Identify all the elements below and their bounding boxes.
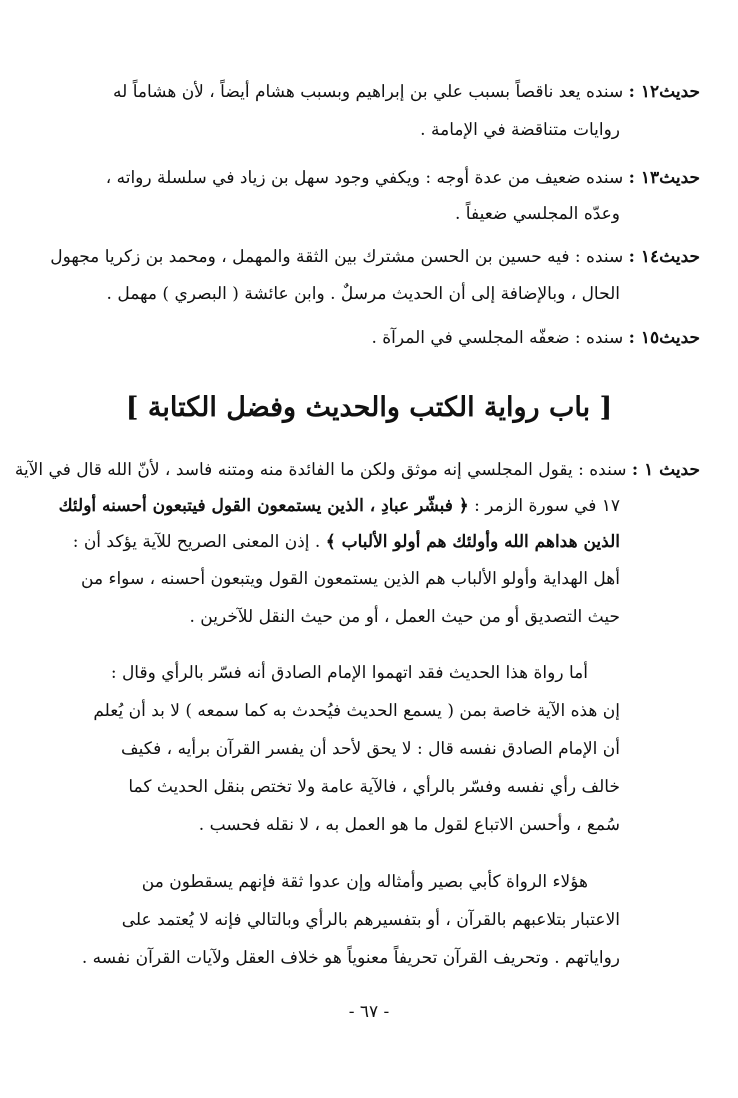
paragraph-3-line-1: هؤلاء الرواة كأبي بصير وأمثاله وإن عدوا ثقة فإنهم يسقطون من <box>141 872 588 892</box>
hadith-1-text-1: سنده : يقول المجلسي إنه موثق ولكن ما الفائدة منه ومتنه فاسد ، لأنّ الله قال في الآية <box>14 460 627 480</box>
hadith-12-label: حديث١٢ : <box>628 82 700 102</box>
hadith-15-label: حديث١٥ : <box>628 328 700 348</box>
hadith-13-line-1 <box>40 165 700 191</box>
hadith-1-line-2 <box>30 493 620 519</box>
paragraph-2-line-3: أن الإمام الصادق نفسه قال : لا يحق لأحد أن يفسر القرآن برأيه ، فكيف <box>121 739 620 759</box>
hadith-13-text-1: سنده ضعيف من عدة أوجه : ويكفي وجود سهل بن زياد في سلسلة رواته ، <box>105 168 624 188</box>
paragraph-2-line-5: سُمع ، وأحسن الاتباع لقول ما هو العمل به ، لا نقله فحسب . <box>198 815 620 835</box>
hadith-13-line-2: وعدّه المجلسي ضعيفاً . <box>454 204 620 224</box>
hadith-12-line-2: روايات متناقضة في الإمامة . <box>420 120 620 140</box>
paragraph-3-line-2: الاعتبار بتلاعبهم بالقرآن ، أو بتفسيرهم بالرأي وبالتالي فإنه لا يُعتمد على <box>121 910 620 930</box>
hadith-14-line-2: الحال ، وبالإضافة إلى أن الحديث مرسلٌ . وابن عائشة ( البصري ) مهمل . <box>106 284 620 304</box>
paragraph-2-line-4: خالف رأي نفسه وفسّر بالرأي ، فالآية عامة ولا تختص بنقل الحديث كما <box>128 777 620 797</box>
hadith-14-label: حديث١٤ : <box>628 247 700 267</box>
hadith-12-line-1 <box>40 79 700 105</box>
paragraph-2-line-1: أما رواة هذا الحديث فقد اتهموا الإمام الصادق أنه فسّر بالرأي وقال : <box>110 663 588 683</box>
hadith-1-line-1 <box>14 457 700 483</box>
hadith-1-line-5: حيث التصديق أو من حيث العمل ، أو من حيث النقل للآخرين . <box>189 607 620 627</box>
hadith-15-line-1 <box>40 325 700 351</box>
paragraph-3-line-3: رواياتهم . وتحريف القرآن تحريفاً معنوياً هو خلاف العقل ولآيات القرآن نفسه . <box>81 948 620 968</box>
hadith-12-text-1: سنده يعد ناقصاً بسبب علي بن إبراهيم وبسبب هشام أيضاً ، لأن هشاماً له <box>113 82 624 102</box>
hadith-13-label: حديث١٣ : <box>628 168 700 188</box>
hadith-15-text-1: سنده : ضعفّه المجلسي في المرآة . <box>371 328 624 348</box>
page-number: - ٦٧ - <box>348 1002 390 1022</box>
hadith-1-quran-quote-1: ﴿ فبشّر عبادِ ، الذين يستمعون القول فيتبعون أحسنه أولئك <box>58 496 469 516</box>
hadith-1-label: حديث ١ : <box>631 460 700 480</box>
hadith-14-line-1 <box>40 244 700 270</box>
hadith-1-quran-quote-2: الذين هداهم الله وأولئك هم أولو الألباب ﴾ <box>325 532 620 552</box>
chapter-heading: [ باب رواية الكتب والحديث وفضل الكتابة ] <box>125 392 613 423</box>
hadith-1-text-2-plain: ١٧ في سورة الزمر : <box>468 496 620 516</box>
hadith-1-line-4: أهل الهداية وأولو الألباب هم الذين يستمعون القول ويتبعون أحسنه ، سواء من <box>81 569 620 589</box>
hadith-1-text-3-plain: . إذن المعنى الصريح للآية يؤكد أن : <box>72 532 326 552</box>
paragraph-2-line-2: إن هذه الآية خاصة بمن ( يسمع الحديث فيُحدث به كما سمعه ) لا بد أن يُعلم <box>93 701 620 721</box>
hadith-14-text-1: سنده : فيه حسين بن الحسن مشترك بين الثقة والمهمل ، ومحمد بن زكريا مجهول <box>50 247 624 267</box>
hadith-1-line-3 <box>30 529 620 555</box>
